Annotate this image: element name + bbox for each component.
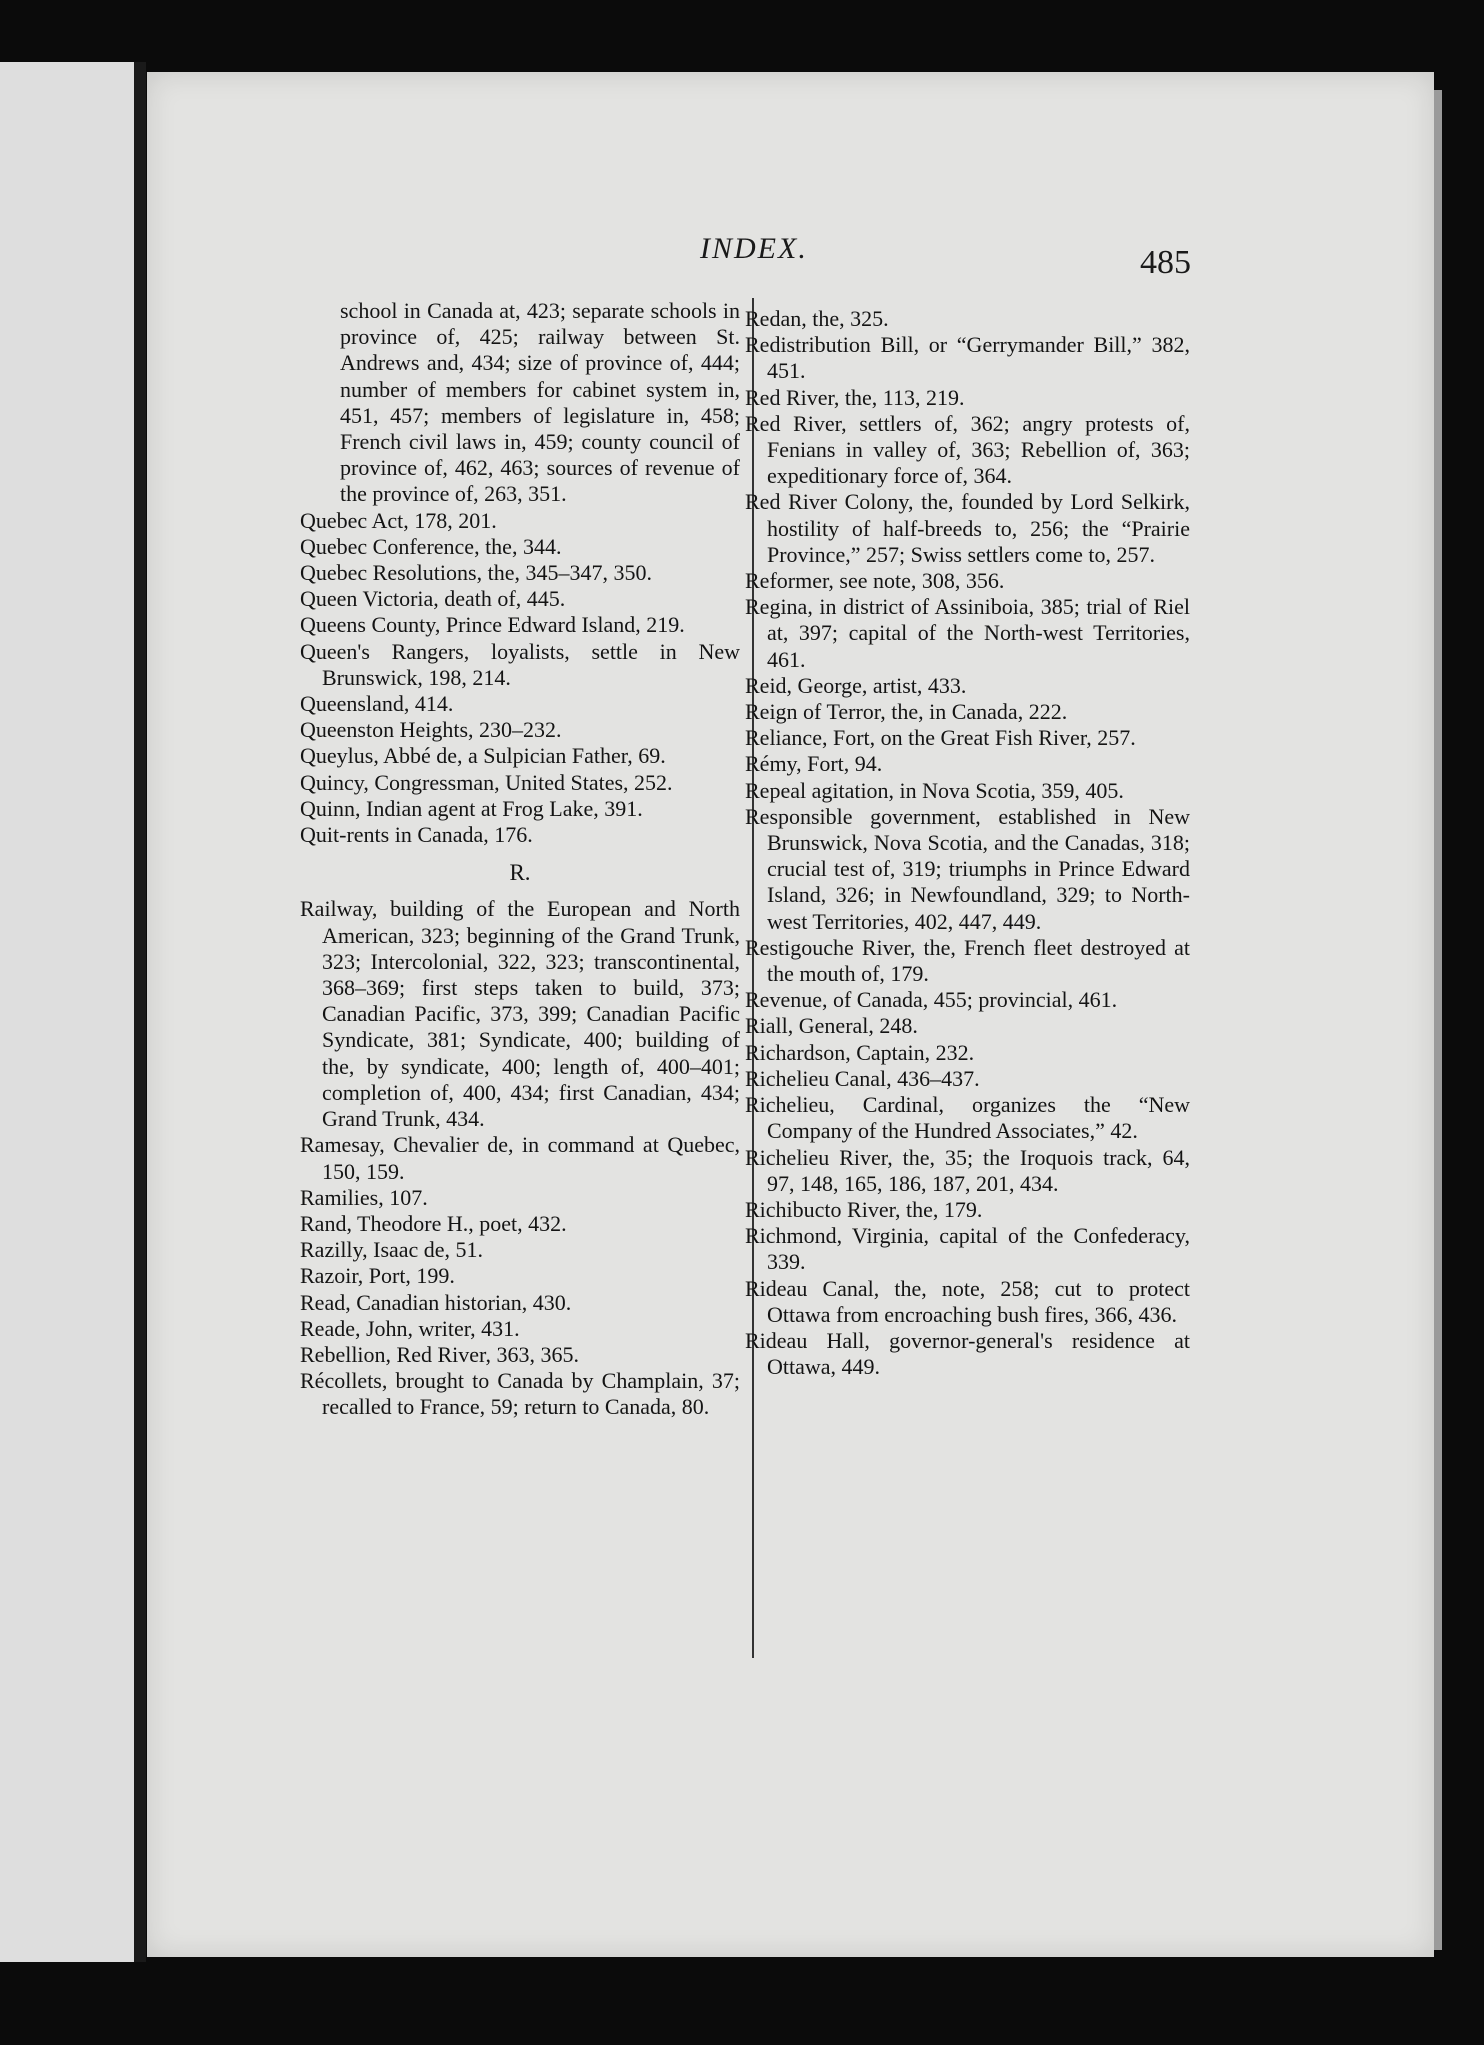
- index-entry: Richmond, Virginia, capital of the Confederacy, 339.: [745, 1223, 1190, 1275]
- index-entry: Ramilies, 107.: [300, 1184, 428, 1210]
- index-entry: Redistribution Bill, or “Gerrymander Bill,” 382, 451.: [745, 332, 1190, 384]
- page-number: 485: [1140, 244, 1191, 281]
- running-header-title: INDEX.: [700, 232, 808, 265]
- right-column: [745, 306, 1190, 1380]
- section-letter: R.: [509, 860, 531, 886]
- index-entry: Rideau Canal, the, note, 258; cut to protect Ottawa from encroaching bush fires, 366, 436.: [745, 1275, 1190, 1327]
- index-entry: Reade, John, writer, 431.: [300, 1315, 520, 1341]
- index-entry: Reign of Terror, the, in Canada, 222.: [745, 699, 1068, 725]
- index-entry: Richibucto River, the, 179.: [745, 1196, 983, 1222]
- left-column: [300, 298, 740, 1421]
- index-entry: Revenue, of Canada, 455; provincial, 461.: [745, 987, 1118, 1013]
- index-entry: Restigouche River, the, French fleet destroyed at the mouth of, 179.: [745, 934, 1190, 987]
- index-entry: Richelieu Canal, 436–437.: [745, 1065, 980, 1091]
- index-entry: Rebellion, Red River, 363, 365.: [300, 1341, 579, 1367]
- index-entry: school in Canada at, 423; separate schools in province of, 425; railway between St. Andrews and, 434; size of province of, 444; number of members for cabinet system in, 451, 457; members of legislature in, 458; French civil laws in, 459; county council of province of, 462, 463; sources of revenue of the province of, 263, 351.: [340, 298, 740, 507]
- index-entry: Queylus, Abbé de, a Sulpician Father, 69.: [300, 743, 666, 769]
- index-entry: Repeal agitation, in Nova Scotia, 359, 405.: [745, 777, 1124, 803]
- index-entry: Queen Victoria, death of, 445.: [300, 586, 566, 612]
- index-entry: Regina, in district of Assiniboia, 385; trial of Riel at, 397; capital of the North-west Territories, 461.: [745, 594, 1190, 672]
- index-entry: Richelieu, Cardinal, organizes the “New Company of the Hundred Associates,” 42.: [745, 1092, 1190, 1144]
- index-entry: Quit-rents in Canada, 176.: [300, 822, 533, 848]
- index-entry: Read, Canadian historian, 430.: [300, 1289, 572, 1315]
- index-entry: Rideau Hall, governor-general's residence at Ottawa, 449.: [745, 1327, 1190, 1380]
- index-entry: Quebec Conference, the, 344.: [300, 533, 562, 559]
- index-entry: Razoir, Port, 199.: [300, 1263, 455, 1289]
- index-entry: Red River, settlers of, 362; angry protests of, Fenians in valley of, 363; Rebellion of, 363; expeditionary force of, 364.: [745, 410, 1190, 489]
- index-entry: Rémy, Fort, 94.: [745, 751, 883, 777]
- index-entry: Red River Colony, the, founded by Lord Selkirk, hostility of half-breeds to, 256; the “Prairie Province,” 257; Swiss settlers come to, 257.: [745, 489, 1190, 567]
- index-entry: Quebec Resolutions, the, 345–347, 350.: [300, 560, 652, 586]
- index-entry: Responsible government, established in New Brunswick, Nova Scotia, and the Canadas, 318; crucial test of, 319; triumphs in Prince Edward Island, 326; in Newfoundland, 329; to North-west Territories, 402, 447, 449.: [745, 803, 1190, 934]
- index-entry: Red River, the, 113, 219.: [745, 384, 965, 410]
- index-entry: Reid, George, artist, 433.: [745, 672, 967, 698]
- index-entry: Riall, General, 248.: [745, 1013, 918, 1039]
- index-entry: Queen's Rangers, loyalists, settle in New Brunswick, 198, 214.: [300, 638, 740, 690]
- index-entry: Quincy, Congressman, United States, 252.: [300, 769, 673, 795]
- index-entry: Richardson, Captain, 232.: [745, 1039, 975, 1065]
- index-entry: Queenston Heights, 230–232.: [300, 717, 562, 743]
- index-entry: Reliance, Fort, on the Great Fish River, 257.: [745, 725, 1136, 751]
- book-spine: [134, 62, 146, 1962]
- index-entry: Rand, Theodore H., poet, 432.: [300, 1210, 567, 1236]
- index-entry: Redan, the, 325.: [745, 306, 889, 331]
- index-entry: Reformer, see note, 308, 356.: [745, 568, 1005, 594]
- index-entry: Richelieu River, the, 35; the Iroquois track, 64, 97, 148, 165, 186, 187, 201, 434.: [745, 1144, 1190, 1196]
- index-entry: Quebec Act, 178, 201.: [300, 507, 497, 533]
- index-entry: Razilly, Isaac de, 51.: [300, 1237, 484, 1263]
- index-entry: Railway, building of the European and North American, 323; beginning of the Grand Trunk, 323; Intercolonial, 322, 323; transcontinental, 368–369; first steps taken to build, 373; Canadian Pacific, 373, 399; Canadian Pacific Syndicate, 381; Syndicate, 400; building of the, by syndicate, 400; length of, 400–401; completion of, 400, 434; first Canadian, 434; Grand Trunk, 434.: [300, 896, 740, 1132]
- index-entry: Queensland, 414.: [300, 691, 454, 717]
- page-edge-shadow: [1434, 90, 1442, 1950]
- index-entry: Queens County, Prince Edward Island, 219.: [300, 612, 685, 638]
- index-entry: Récollets, brought to Canada by Champlain, 37; recalled to France, 59; return to Canada, 80.: [300, 1368, 740, 1420]
- previous-page-edge: [0, 62, 134, 1962]
- index-entry: Quinn, Indian agent at Frog Lake, 391.: [300, 795, 643, 821]
- index-entry: Ramesay, Chevalier de, in command at Quebec, 150, 159.: [300, 1132, 740, 1184]
